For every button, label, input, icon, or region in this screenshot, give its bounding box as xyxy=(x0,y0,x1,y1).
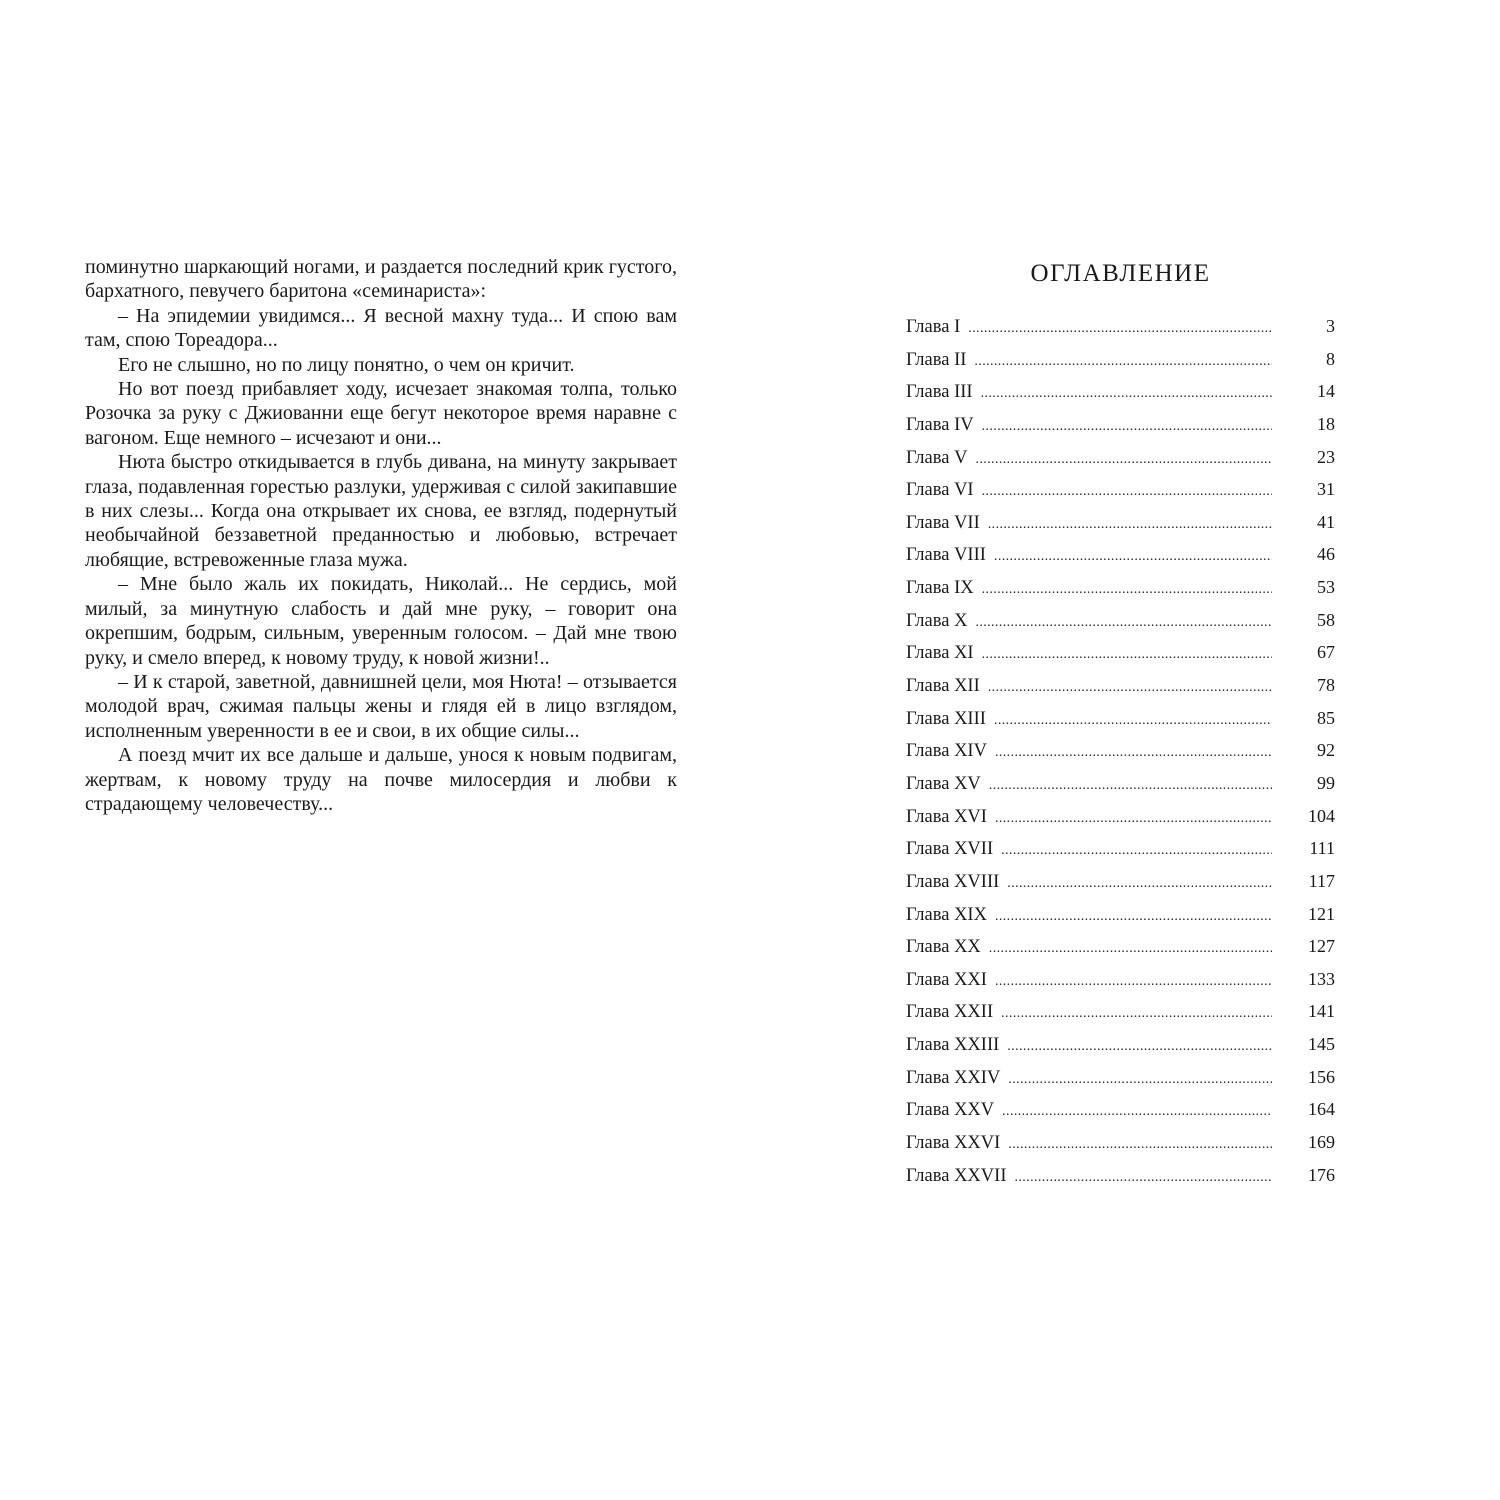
toc-entry-page: 85 xyxy=(1317,707,1335,728)
toc-entry[interactable] xyxy=(906,479,1335,512)
toc-title: ОГЛАВЛЕНИЕ xyxy=(1030,260,1211,287)
paragraph: Нюта быстро откидывается в глубь дивана, на минуту закрывает глаза, подавленная горестью разлуки, удерживая с силой закипавшие в них слезы... Когда она открывает их снова, ее взгляд, подернутый необычайной беззаветной преданностью и любовью, встречает любящие, встревоженные глаза мужа. xyxy=(85,451,677,571)
toc-entry-label: Глава XIX xyxy=(906,904,987,925)
toc-entry[interactable] xyxy=(906,969,1335,1002)
toc-dots xyxy=(982,645,1272,665)
toc-entry-page: 18 xyxy=(1317,413,1335,434)
toc-leader-dots xyxy=(982,580,1272,600)
toc-entry[interactable] xyxy=(906,904,1335,937)
toc-leader-dots xyxy=(982,645,1272,665)
toc-entry[interactable] xyxy=(906,1001,1335,1034)
toc-dots xyxy=(982,417,1272,437)
toc-entry[interactable] xyxy=(906,1067,1335,1100)
toc-entry-label: Глава VIII xyxy=(906,545,986,566)
paragraph: – Мне было жаль их покидать, Николай... Не сердись, мой милый, за минутную слабость и дай мне руку, – говорит она окрепшим, бодрым, сильным, уверенным голосом. – Дай мне твою руку, и смело вперед, к новому труду, к новой жизни!.. xyxy=(85,573,677,669)
toc-dots xyxy=(1008,1070,1272,1090)
toc-dots xyxy=(974,352,1272,372)
toc-entry-label: Глава XII xyxy=(906,676,980,697)
toc-entry-page: 176 xyxy=(1308,1164,1335,1185)
toc-dots xyxy=(994,547,1272,567)
toc-leader-dots xyxy=(994,711,1272,731)
toc-dots xyxy=(968,319,1272,339)
toc-entry-page: 14 xyxy=(1317,381,1335,402)
toc-entry[interactable] xyxy=(906,1165,1335,1198)
toc-leader-dots xyxy=(994,547,1272,567)
toc-dots xyxy=(975,450,1272,470)
toc-entry-label: Глава VI xyxy=(906,480,974,501)
toc-entry-page: 133 xyxy=(1308,968,1335,989)
toc-leader-dots xyxy=(988,515,1272,535)
toc-entry[interactable] xyxy=(906,773,1335,806)
toc-leader-dots xyxy=(1008,1070,1272,1090)
toc-entry-page: 111 xyxy=(1309,838,1335,859)
toc-entry-page: 141 xyxy=(1308,1001,1335,1022)
toc-leader-dots xyxy=(1007,874,1272,894)
toc-entry-label: Глава IX xyxy=(906,578,974,599)
toc-entry[interactable] xyxy=(906,838,1335,871)
toc-entry-page: 23 xyxy=(1317,446,1335,467)
toc-entry-label: Глава VII xyxy=(906,512,980,533)
left-page-text xyxy=(85,255,677,816)
toc-entry-label: Глава XXVI xyxy=(906,1133,1001,1154)
toc-entry-label: Глава XV xyxy=(906,773,981,794)
toc-leader-dots xyxy=(1008,1135,1272,1155)
toc-dots xyxy=(995,972,1272,992)
toc-entry[interactable] xyxy=(906,447,1335,480)
toc-leader-dots xyxy=(974,352,1272,372)
toc-dots xyxy=(995,743,1272,763)
toc-entry[interactable] xyxy=(906,740,1335,773)
toc-entry-label: Глава XIV xyxy=(906,741,987,762)
toc-entry-page: 117 xyxy=(1308,870,1335,891)
toc-dots xyxy=(988,678,1272,698)
toc-entry-label: Глава IV xyxy=(906,414,974,435)
toc-entry[interactable] xyxy=(906,806,1335,839)
paragraph: поминутно шаркающий ногами, и раздается последний крик густого, бархатного, певучего баритона «семинариста»: xyxy=(85,256,677,303)
toc-leader-dots xyxy=(989,939,1272,959)
toc-entry-label: Глава XXIII xyxy=(906,1035,1000,1056)
toc-entry-label: Глава XXIV xyxy=(906,1067,1001,1088)
toc-leader-dots xyxy=(1007,1037,1272,1057)
toc-entry[interactable] xyxy=(906,1132,1335,1165)
toc-leader-dots xyxy=(995,907,1272,927)
paragraph: А поезд мчит их все дальше и дальше, унося к новым подвигам, жертвам, к новому труду на почве милосердия и любви к страдающему человечеству... xyxy=(85,744,677,815)
toc-dots xyxy=(1014,1168,1272,1188)
toc-entry[interactable] xyxy=(906,381,1335,414)
toc-entry[interactable] xyxy=(906,1034,1335,1067)
toc-entry-label: Глава XXI xyxy=(906,969,987,990)
toc-dots xyxy=(989,939,1272,959)
toc-entry-label: Глава III xyxy=(906,382,973,403)
toc-entry-label: Глава X xyxy=(906,610,968,631)
toc-leader-dots xyxy=(1001,1004,1272,1024)
toc-entry-label: Глава XXII xyxy=(906,1002,994,1023)
toc-entry-page: 46 xyxy=(1317,544,1335,565)
toc-leader-dots xyxy=(1001,841,1272,861)
toc-entry-page: 99 xyxy=(1317,772,1335,793)
toc-entry-page: 121 xyxy=(1308,903,1335,924)
toc-entry[interactable] xyxy=(906,708,1335,741)
toc-entry-label: Глава XVII xyxy=(906,839,994,860)
toc-leader-dots xyxy=(982,482,1272,502)
toc-leader-dots xyxy=(988,678,1272,698)
paragraph: – На эпидемии увидимся... Я весной махну туда... И спою вам там, спою Тореадора... xyxy=(85,304,677,352)
toc-entry-label: Глава XI xyxy=(906,643,974,664)
toc-entry-page: 31 xyxy=(1317,479,1335,500)
toc-entry[interactable] xyxy=(906,512,1335,545)
toc-entry-page: 127 xyxy=(1308,936,1335,957)
toc-entry[interactable] xyxy=(906,871,1335,904)
paragraph: Его не слышно, но по лицу понятно, о чем он кричит. xyxy=(118,353,575,376)
toc-dots xyxy=(1007,874,1272,894)
toc-entry-label: Глава XIII xyxy=(906,708,986,729)
toc-dots xyxy=(1001,1004,1272,1024)
toc-dots xyxy=(1001,841,1272,861)
toc-leader-dots xyxy=(975,613,1272,633)
toc-dots xyxy=(982,580,1272,600)
toc-leader-dots xyxy=(1002,1102,1272,1122)
toc-leader-dots xyxy=(995,743,1272,763)
toc-dots xyxy=(975,613,1272,633)
toc-entry-page: 41 xyxy=(1317,511,1335,532)
toc-entry-page: 164 xyxy=(1308,1099,1335,1120)
toc-entry-page: 145 xyxy=(1308,1034,1335,1055)
toc-entry-label: Глава I xyxy=(906,317,961,337)
toc-entry-label: Глава XVI xyxy=(906,806,987,827)
toc-entry-page: 104 xyxy=(1308,805,1335,826)
toc-entry-page: 92 xyxy=(1317,740,1335,761)
toc-dots xyxy=(1008,1135,1272,1155)
toc-entry[interactable] xyxy=(906,936,1335,969)
toc-entry[interactable] xyxy=(906,349,1335,382)
toc-dots xyxy=(989,776,1272,796)
toc-entry-label: Глава XXVII xyxy=(906,1165,1007,1186)
toc-entry-page: 67 xyxy=(1317,642,1335,663)
toc-dots xyxy=(995,907,1272,927)
toc-entry[interactable] xyxy=(906,610,1335,643)
toc-dots xyxy=(982,482,1272,502)
toc-entry[interactable] xyxy=(906,414,1335,447)
toc-leader-dots xyxy=(975,450,1272,470)
toc-entry-page: 78 xyxy=(1317,675,1335,696)
paragraph: Но вот поезд прибавляет ходу, исчезает знакомая толпа, только Розочка за руку с Джиованни еще бегут некоторое время наравне с вагоном. Еще немного – исчезают и они... xyxy=(85,378,677,449)
toc-entry-page: 156 xyxy=(1308,1066,1335,1087)
toc-leader-dots xyxy=(1014,1168,1272,1188)
toc-leader-dots xyxy=(982,417,1272,437)
toc-entry[interactable] xyxy=(906,577,1335,610)
toc-dots xyxy=(994,711,1272,731)
toc-entry-page: 3 xyxy=(1326,316,1335,336)
toc-dots xyxy=(1007,1037,1272,1057)
toc-entry-label: Глава XX xyxy=(906,937,981,958)
toc-entry-page: 169 xyxy=(1308,1132,1335,1153)
toc-entry-label: Глава II xyxy=(906,349,967,370)
toc-entry[interactable] xyxy=(906,642,1335,675)
toc-dots xyxy=(988,515,1272,535)
toc-entry[interactable] xyxy=(906,544,1335,577)
toc-leader-dots xyxy=(995,809,1272,829)
toc-leader-dots xyxy=(968,319,1272,339)
toc-leader-dots xyxy=(989,776,1272,796)
toc-entry-page: 53 xyxy=(1317,577,1335,598)
toc-entry[interactable] xyxy=(906,1099,1335,1132)
toc-dots xyxy=(981,384,1272,404)
paragraph: – И к старой, заветной, давнишней цели, моя Нюта! – отзывается молодой врач, сжимая пальцы жены и глядя ей в лицо взглядом, исполненным уверенности в ее и свои, в их общие силы... xyxy=(85,670,677,742)
toc-entry-label: Глава XXV xyxy=(906,1100,995,1121)
toc-leader-dots xyxy=(995,972,1272,992)
toc-entry-label: Глава V xyxy=(906,447,968,468)
toc-list xyxy=(906,316,1335,1197)
toc-entry[interactable] xyxy=(906,675,1335,708)
toc-entry-page: 58 xyxy=(1317,609,1335,630)
toc-dots xyxy=(1002,1102,1272,1122)
toc-entry-page: 8 xyxy=(1326,348,1335,369)
toc-entry-label: Глава XVIII xyxy=(906,871,1000,892)
toc-dots xyxy=(995,809,1272,829)
table-of-contents xyxy=(906,258,1335,1197)
toc-entry[interactable] xyxy=(906,316,1335,349)
toc-leader-dots xyxy=(981,384,1272,404)
